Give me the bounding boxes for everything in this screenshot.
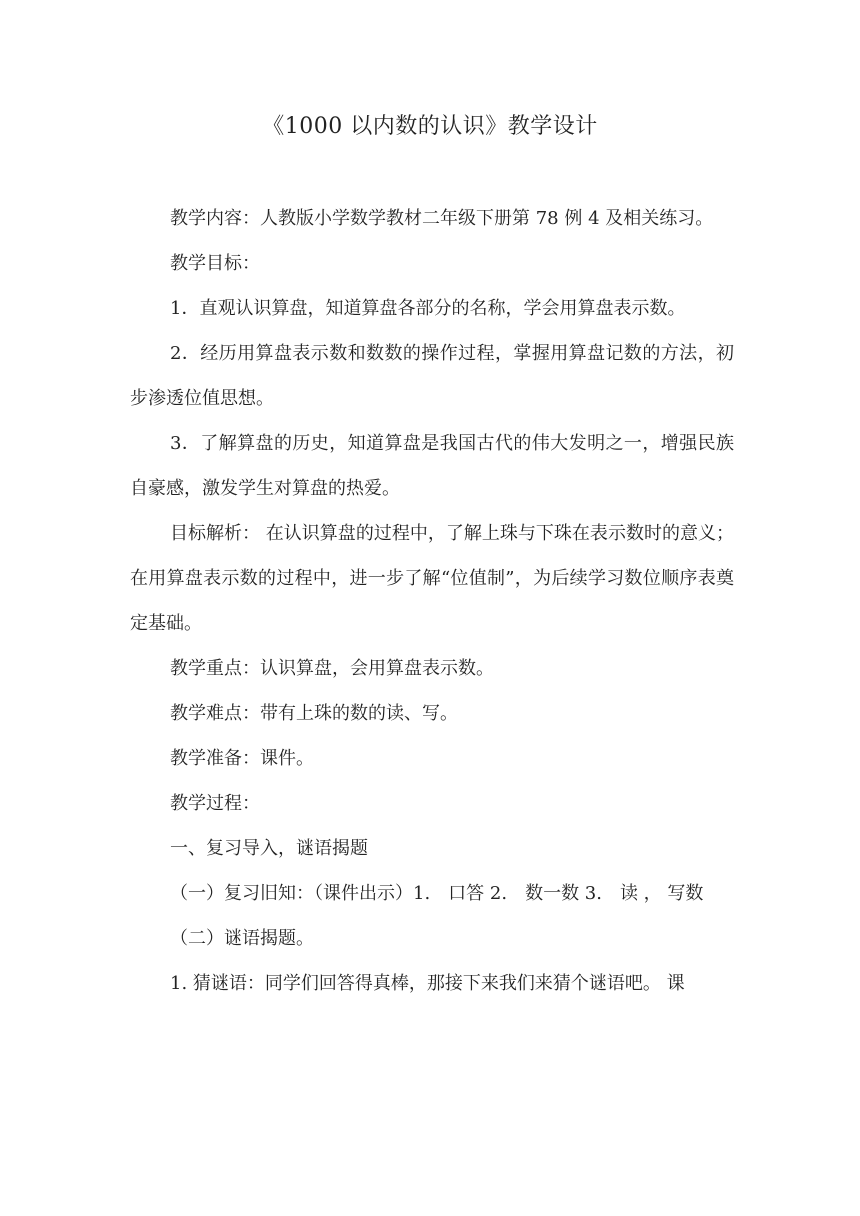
paragraph-key-points: 教学重点：认识算盘，会用算盘表示数。 <box>170 658 494 679</box>
paragraph-goal-analysis: 目标解析： 在认识算盘的过程中，了解上珠与下珠在表示数时的意义；在用算盘表示数的过程中，进一步了解“位值制”，为后续学习数位顺序表奠定基础。 <box>130 523 734 634</box>
paragraph-difficulties: 教学难点：带有上珠的数的读、写。 <box>170 703 458 724</box>
paragraph-goal-1: 1．直观认识算盘，知道算盘各部分的名称，学会用算盘表示数。 <box>170 298 686 319</box>
document-title: 《1000 以内数的认识》教学设计 <box>262 114 598 139</box>
paragraph-goal-3: 3．了解算盘的历史，知道算盘是我国古代的伟大发明之一，增强民族自豪感，激发学生对算盘的热爱。 <box>130 433 734 499</box>
paragraph-section-1-heading: 一、复习导入，谜语揭题 <box>170 838 368 859</box>
paragraph-riddle-1: 1. 猜谜语：同学们回答得真棒，那接下来我们来猜个谜语吧。 课 <box>170 973 685 994</box>
paragraph-process-heading: 教学过程： <box>170 793 260 814</box>
document-body <box>130 196 734 1006</box>
paragraph-teaching-goals-heading: 教学目标： <box>170 253 260 274</box>
paragraph-teaching-content: 教学内容：人教版小学数学教材二年级下册第 78 例 4 及相关练习。 <box>170 208 714 229</box>
paragraph-review: （一）复习旧知：（课件出示）1. 口答 2. 数一数 3. 读 ， 写数 <box>170 883 704 904</box>
paragraph-goal-2: 2．经历用算盘表示数和数数的操作过程，掌握用算盘记数的方法，初步渗透位值思想。 <box>130 343 734 409</box>
paragraph-riddle-heading: （二）谜语揭题。 <box>170 928 314 949</box>
paragraph-preparation: 教学准备：课件。 <box>170 748 314 769</box>
